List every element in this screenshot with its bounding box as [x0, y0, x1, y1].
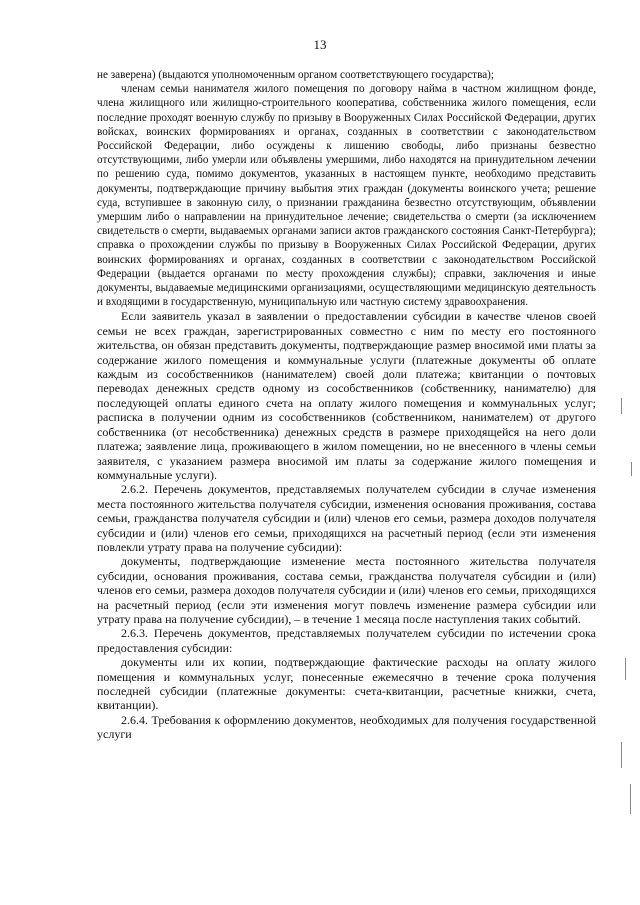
paragraph-not-all-citizens: Если заявитель указал в заявлении о предоставлении субсидии в качестве членов своей семьи не всех граждан, зарегистрированных совместно с ним по месту его постоянного жительства, он обязан представить документы, подтверждающие размер вносимой ими платы за содержание жилого помещения и коммунальные услуги (платежные документы об оплате каждым из сособственников (нанимателем) своей доли платежа; квитанции о почтовых переводах денежных средств одному из сособственников (собственнику, нанимателю) для последующей оплаты единого счета на оплату жилого помещения и коммунальных услуг; расписка в получении одним из сособственников (собственником, нанимателем) от другого собственника (от несобственника) денежных средств в размере приходящейся на него доли платежа; заявление лица, проживающего в жилом помещении, но не внесенного в члены семьи заявителя, с указанием размера вносимой им платы за содержание жилого помещения и коммунальные услуги).	[97, 309, 596, 482]
paragraph-family-members: членам семьи нанимателя жилого помещения по договору найма в частном жилищном фонде, члена жилищного или жилищно-строительного кооператива, собственника жилого помещения, если последние проходят военную службу по призыву в Вооруженных Силах Российской Федерации, других войсках, воинских формированиях и органах, созданных в соответствии с законодательством Российской Федерации, либо осуждены к лишению свободы, либо признаны безвестно отсутствующими, либо умерли или объявлены умершими, либо находятся на принудительном лечении по решению суда, помимо документов, указанных в настоящем пункте, необходимо представить документы, подтверждающие причину выбытия этих граждан (документы воинского учета; решение суда, вступившее в законную силу, о признании гражданина безвестно отсутствующим, объявлении умершим либо о направлении на принудительное лечение; свидетельства о смерти (за исключением свидетельств о смерти, выдаваемых органами записи актов гражданского состояния Санкт-Петербурга); справка о прохождении службы по призыву в Вооруженных Силах Российской Федерации, других воинских формированиях и органах, созданных в соответствии с законодательством Российской Федерации (выдается органами по месту прохождения службы); справки, заключения и иные документы, выдаваемые медицинскими организациями, осуществляющими медицинскую деятельность и входящими в государственную, муниципальную или частную систему здравоохранения.	[97, 83, 596, 309]
scan-mark	[630, 784, 631, 814]
scan-mark	[625, 658, 626, 680]
paragraph-2-6-4: 2.6.4. Требования к оформлению документов, необходимых для получения государственной услуги	[97, 712, 596, 742]
document-body	[97, 68, 596, 742]
paragraph-change-documents: документы, подтверждающие изменение места постоянного жительства получателя субсидии, основания проживания, состава семьи, гражданства получателя субсидии и (или) членов его семьи, размера доходов получателя субсидии и (или) членов его семьи, приходящихся на расчетный период (если эти изменения могут повлечь изменение размера субсидии или утрату права на получение субсидии), – в течение 1 месяца после наступления таких событий.	[97, 554, 596, 626]
paragraph-2-6-3: 2.6.3. Перечень документов, представляемых получателем субсидии по истечении срока предоставления субсидии:	[97, 626, 596, 655]
paragraph-2-6-2: 2.6.2. Перечень документов, представляемых получателем субсидии в случае изменения места постоянного жительства получателя субсидии, изменения основания проживания, состава семьи, гражданства получателя субсидии и (или) членов его семьи, размера доходов получателя субсидии и (или) членов его семьи, приходящихся на расчетный период (если эти изменения повлекли утрату права на получение субсидии):	[97, 482, 596, 554]
paragraph-continuation: не заверена) (выдаются уполномоченным органом соответствующего государства);	[97, 69, 495, 81]
scan-mark	[621, 398, 622, 414]
scan-mark	[631, 462, 632, 476]
scan-mark	[621, 742, 622, 768]
paragraph-expense-documents: документы или их копии, подтверждающие фактические расходы на оплату жилого помещения и коммунальных услуг, понесенные ежемесячно в течение срока получения последней субсидии (платежные документы: счета-квитанции, расчетные книжки, счета, квитанции).	[97, 655, 596, 713]
page-number: 13	[313, 37, 327, 52]
